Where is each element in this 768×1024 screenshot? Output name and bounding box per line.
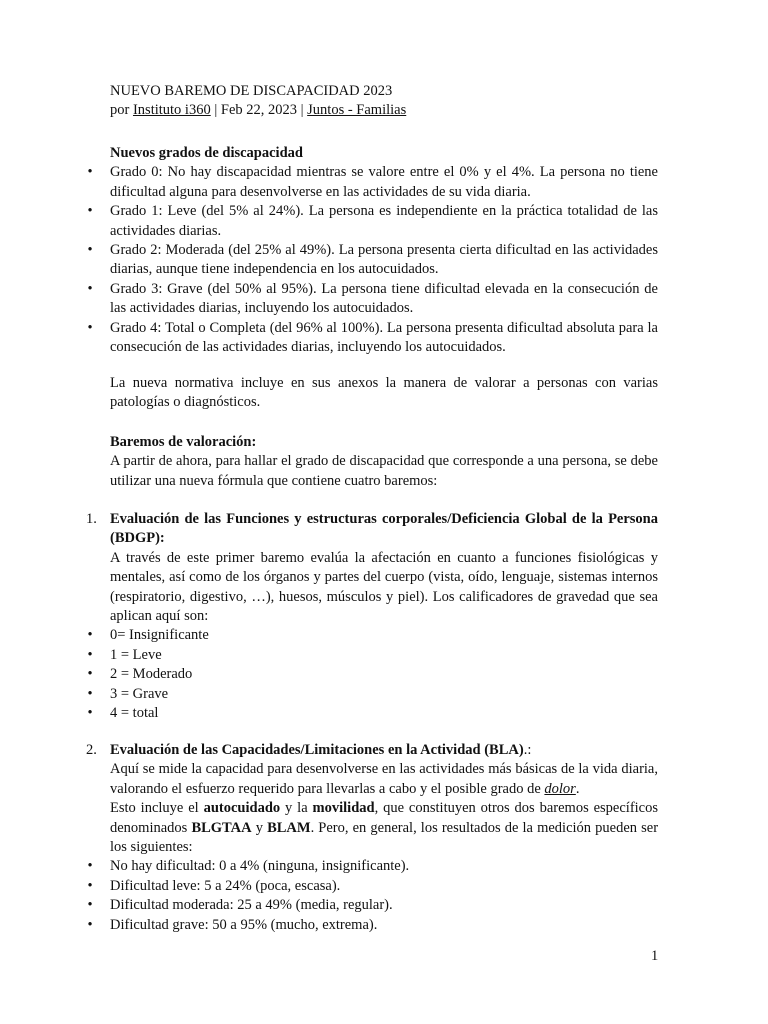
scale-text: Dificultad grave: 50 a 95% (mucho, extrema). xyxy=(110,916,378,933)
grade-text: Grado 0: No hay discapacidad mientras se valore entre el 0% y el 4%. La persona no tiene dificultad alguna para desenvolverse en las actividades de su vida diaria. xyxy=(110,164,658,200)
keyword-blgtaa: BLGTAA xyxy=(191,819,252,836)
bullet-icon: • xyxy=(87,916,93,933)
scale-text: 2 = Moderado xyxy=(110,666,193,683)
section-intro: A partir de ahora, para hallar el grado de discapacidad que corresponde a una persona, se debe utilizar una nueva fórmula que contiene cuatro baremos: xyxy=(110,453,658,489)
bullet-icon: • xyxy=(87,858,93,875)
list-item xyxy=(87,916,658,935)
grade-text: Grado 1: Leve (del 5% al 24%). La persona es independiente en la práctica totalidad de las actividades diarias. xyxy=(110,203,658,239)
grade-text: Grado 2: Moderada (del 25% al 49%). La persona presenta cierta dificultad en las actividades diarias, aunque tiene independencia en los autocuidados. xyxy=(110,242,658,278)
bullet-icon: • xyxy=(87,164,93,181)
body-text: . xyxy=(575,780,580,797)
scale-text: Dificultad moderada: 25 a 49% (media, regular). xyxy=(110,897,393,914)
category-link[interactable]: Juntos - Familias xyxy=(307,102,407,119)
scale-text: 0= Insignificante xyxy=(110,627,209,644)
body-text: Esto incluye el xyxy=(110,800,199,817)
scale-text: 1 = Leve xyxy=(110,646,162,663)
bullet-icon: • xyxy=(87,242,93,259)
numbered-item-1 xyxy=(86,510,658,723)
bullet-icon: • xyxy=(87,627,93,644)
document-title: NUEVO BAREMO DE DISCAPACIDAD 2023 xyxy=(110,83,393,99)
bullet-icon: • xyxy=(87,897,93,914)
item-number: 2. xyxy=(86,742,97,758)
page-number: 1 xyxy=(651,948,659,964)
body-text: y la xyxy=(285,800,308,817)
document-header xyxy=(110,82,670,121)
grade-text: Grado 3: Grave (del 50% al 95%). La persona tiene dificultad elevada en la consecución de las actividades diarias, incluyendo los autocuidados. xyxy=(110,280,658,317)
section-heading: Nuevos grados de discapacidad xyxy=(110,145,303,161)
normative-note: La nueva normativa incluye en sus anexos la manera de valorar a personas con varias patologías o diagnósticos. xyxy=(110,375,658,411)
list-item xyxy=(87,319,658,358)
bullet-icon: • xyxy=(87,203,93,220)
baremos-section xyxy=(110,433,658,491)
bullet-icon: • xyxy=(87,685,93,702)
item-number: 1. xyxy=(86,511,97,527)
bullet-icon: • xyxy=(87,646,93,663)
list-item xyxy=(87,280,658,319)
publish-date: Feb 22, 2023 xyxy=(220,102,297,119)
scale-text: No hay dificultad: 0 a 4% (ninguna, insignificante). xyxy=(110,858,410,875)
bullet-icon: • xyxy=(87,877,93,894)
item-body-2 xyxy=(110,799,658,857)
byline-separator: | xyxy=(300,102,304,119)
numbered-item-2 xyxy=(86,741,659,935)
list-item xyxy=(87,877,658,896)
bullet-icon: • xyxy=(87,666,93,683)
item-body xyxy=(110,760,658,799)
bullet-icon: • xyxy=(87,319,93,336)
grades-section xyxy=(87,144,658,357)
item-title-line xyxy=(110,741,658,760)
body-text: Aquí se mide la capacidad para desenvolverse en las actividades más básicas de la vida diaria, valorando el esfuerzo requerido para llevarlas a cabo y el posible grado de xyxy=(110,761,658,797)
list-item xyxy=(87,626,658,645)
list-item xyxy=(87,163,658,202)
keyword-movilidad: movilidad xyxy=(312,800,375,817)
scale-text: Dificultad leve: 5 a 24% (poca, escasa). xyxy=(110,877,341,894)
list-item xyxy=(87,704,658,723)
item-title: Evaluación de las Funciones y estructuras corporales/Deficiencia Global de la Persona (BDGP): xyxy=(110,511,658,547)
section-heading: Baremos de valoración: xyxy=(110,434,257,450)
keyword-autocuidado: autocuidado xyxy=(203,800,281,817)
list-item xyxy=(87,665,658,684)
body-text: , que constituyen otros dos baremos específicos denominados xyxy=(110,800,659,836)
scale-text: 4 = total xyxy=(110,705,159,722)
item-title: Evaluación de las Capacidades/Limitaciones en la Actividad (BLA) xyxy=(110,742,524,758)
item-body: A través de este primer baremo evalúa la afectación en cuanto a funciones fisiológicas y mentales, así como de los órganos y partes del cuerpo (vista, oído, lenguaje, sistemas internos (respiratorio, digestivo, …), huesos, músculos y piel). Los calificadores de gravedad que sea aplican aquí son: xyxy=(110,549,658,625)
grade-text: Grado 4: Total o Completa (del 96% al 100%). La persona presenta dificultad absoluta para la consecución de las actividades diarias, incluyendo los autocuidados. xyxy=(110,319,658,356)
scale-text: 3 = Grave xyxy=(110,685,169,702)
list-item xyxy=(87,896,658,915)
list-item xyxy=(87,646,658,665)
byline-prefix: por xyxy=(110,102,130,119)
author-link[interactable]: Instituto i360 xyxy=(132,102,211,119)
body-text: . Pero, en general, los resultados de la medición pueden ser los siguientes: xyxy=(110,819,659,856)
keyword-blam: BLAM xyxy=(267,819,311,836)
byline-separator: | xyxy=(214,102,218,119)
body-text: y xyxy=(255,819,263,836)
list-item xyxy=(87,202,658,241)
list-item xyxy=(87,241,658,280)
dolor-link[interactable]: dolor xyxy=(544,780,576,797)
byline xyxy=(110,101,670,120)
item-title-suffix: .: xyxy=(523,742,532,758)
bullet-icon: • xyxy=(87,280,93,297)
list-item xyxy=(87,857,658,876)
bullet-icon: • xyxy=(87,705,93,722)
list-item xyxy=(87,685,658,704)
